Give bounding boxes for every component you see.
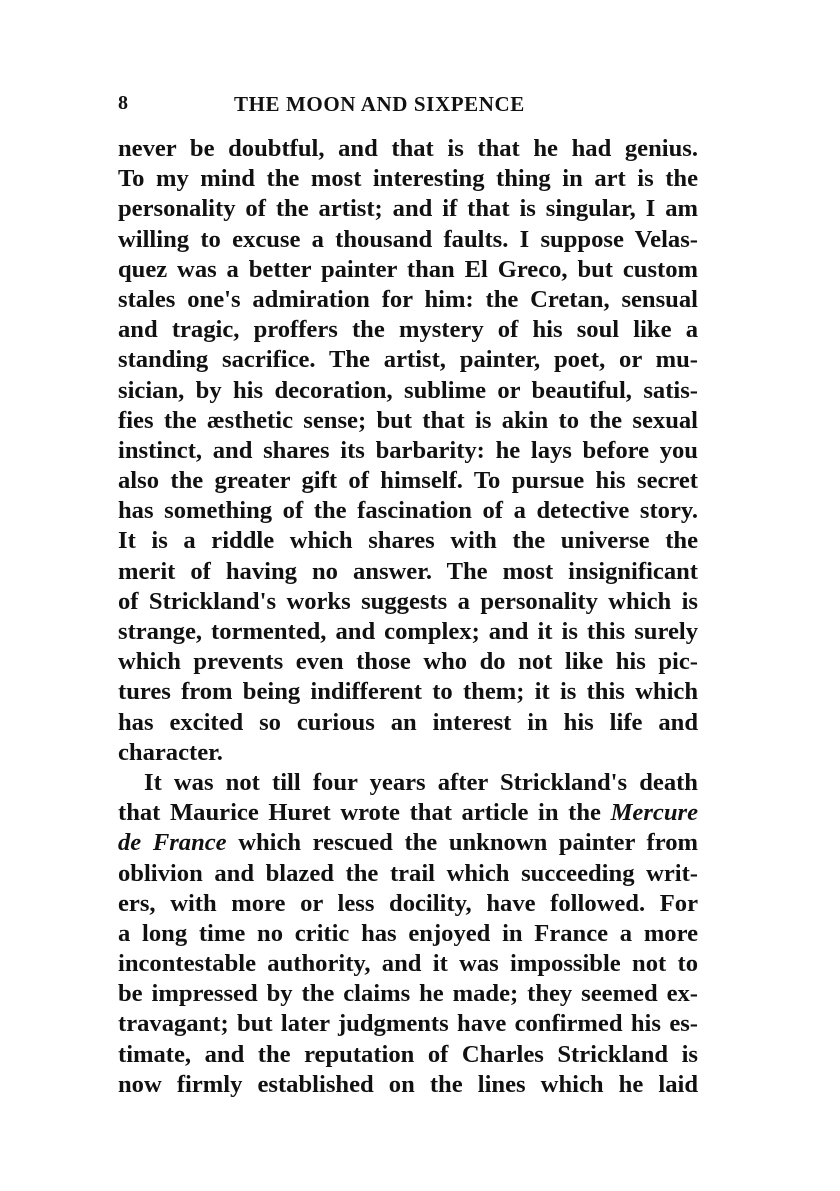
text-line: and tragic, proffers the mystery of his soul like a [118,316,698,344]
text-run: that Maurice Huret wrote that article in the [118,799,611,827]
text-line: now firmly established on the lines which he laid [118,1070,698,1098]
text-line: timate, and the reputation of Charles Strickland is [118,1040,698,1068]
text-line: sician, by his decoration, sublime or beautiful, satis- [118,376,698,404]
text-line: a long time no critic has enjoyed in France a more [118,919,698,947]
page-number: 8 [118,92,128,114]
text-line: strange, tormented, and complex; and it is this surely [118,618,698,645]
text-line: has excited so curious an interest in his life and [118,708,698,736]
paragraph-first-line: It was not till four years after Strickland's death [144,768,698,796]
text-line: ers, with more or less docility, have followed. For [118,889,698,917]
text-line: has something of the fascination of a detective story. [118,497,698,525]
text-line: which prevents even those who do not like his pic- [118,648,698,676]
text-line [118,828,698,858]
text-line: incontestable authority, and it was impossible not to [118,950,698,978]
text-line [118,798,698,828]
text-line: merit of having no answer. The most insignificant [118,557,698,585]
text-line: character. [118,738,223,766]
body-text [118,134,698,1100]
text-line: instinct, and shares its barbarity: he lays before you [118,436,698,464]
text-line: of Strickland's works suggests a personality which is [118,587,698,615]
text-line: travagant; but later judgments have confirmed his es- [118,1010,698,1038]
text-line: It is a riddle which shares with the universe the [118,527,698,555]
text-line: stales one's admiration for him: the Cretan, sensual [118,285,698,313]
text-line: fies the æsthetic sense; but that is akin to the sexual [118,406,698,434]
text-run: which rescued the unknown painter from [226,829,698,857]
text-line: also the greater gift of himself. To pursue his secret [118,467,698,495]
running-head [118,92,698,120]
text-line: personality of the artist; and if that is singular, I am [118,195,698,223]
text-line: tures from being indifferent to them; it is this which [118,678,698,706]
text-line: willing to excuse a thousand faults. I suppose Velas- [118,225,698,253]
text-line: standing sacrifice. The artist, painter, poet, or mu- [118,346,698,374]
book-title: THE MOON AND SIXPENCE [234,92,525,116]
text-line: quez was a better painter than El Greco, but custom [118,255,698,283]
text-line: be impressed by the claims he made; they seemed ex- [118,980,698,1008]
text-line: To my mind the most interesting thing in art is the [118,165,698,193]
text-line: never be doubtful, and that is that he had genius. [118,135,698,162]
text-line: oblivion and blazed the trail which succeeding writ- [118,859,698,887]
journal-title-italic: Mercure [610,799,698,827]
journal-title-italic: de France [118,829,227,857]
